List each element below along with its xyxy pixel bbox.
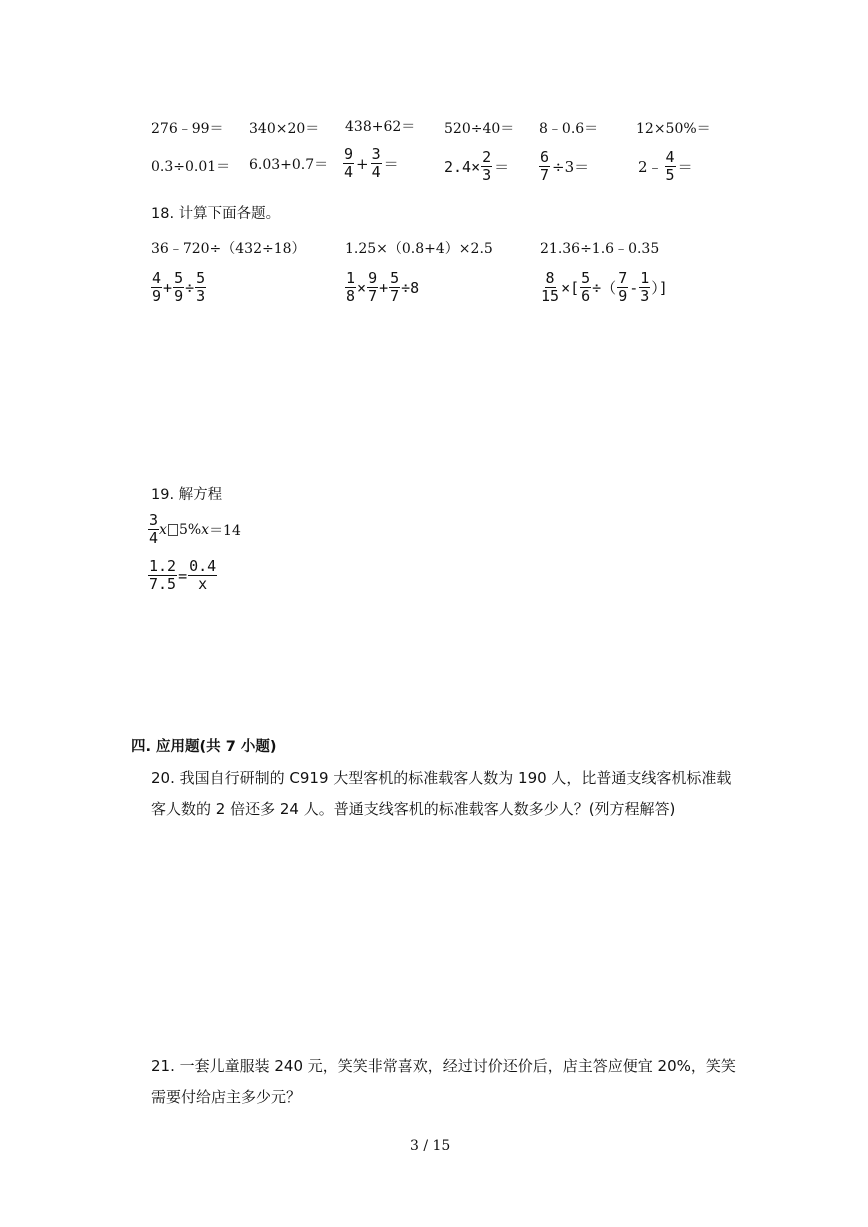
- calc-item: 8﹣0.6＝: [539, 121, 599, 137]
- question-title-18: 18. 计算下面各题。: [151, 206, 281, 222]
- question-20: 20. 我国自行研制的 C919 大型客机的标准载客人数为 190 人，比普通支线客机标准载客人数的 2 倍还多 24 人。普通支线客机的标准载客人数多少人？(列方程解答): [151, 769, 732, 818]
- calc-item: 438+62＝: [345, 119, 416, 135]
- calc-item: 21.36÷1.6﹣0.35: [540, 241, 660, 257]
- calc-item: 276﹣99＝: [151, 121, 224, 137]
- calc-item: 0.3÷0.01＝: [151, 159, 231, 175]
- calc-expression: $\frac{4}{9}$ + $\frac{5}{9}$ ÷ $\frac{5}{3}$: [152, 269, 206, 305]
- calc-item-fraction: 2.4× $\frac{2}{3}$ ＝: [444, 148, 510, 184]
- calc-item-fraction: $\frac{6}{7}$ ÷3＝: [540, 148, 590, 184]
- section-heading: 四. 应用题(共 7 小题): [131, 739, 277, 755]
- calc-item: 520÷40＝: [444, 121, 515, 137]
- calc-item-fraction: 2﹣ $\frac{4}{5}$ ＝: [638, 148, 693, 184]
- calc-item: 1.25×（0.8+4）×2.5: [345, 241, 493, 257]
- question-21: 21. 一套儿童服装 240 元，笑笑非常喜欢，经过讨价还价后，店主答应便宜 20%，笑笑需要付给店主多少元？: [151, 1057, 736, 1106]
- calc-expression: $\frac{8}{15}$ ×[ $\frac{5}{6}$ ÷（ $\frac{7}{9}$ - $\frac{1}{3}$ ）]: [541, 269, 668, 305]
- page-number: 3 / 15: [410, 1138, 451, 1154]
- missing-glyph-box: [168, 524, 178, 536]
- calc-item-fraction: $\frac{9}{4}$ + $\frac{3}{4}$ ＝: [344, 145, 399, 181]
- equation-2: $\frac{1.2}{7.5}$ = $\frac{0.4}{x}$: [149, 557, 217, 593]
- calc-item: 36﹣720÷（432÷18）: [151, 241, 306, 257]
- calc-item: 340×20＝: [249, 121, 320, 137]
- calc-item: 6.03+0.7＝: [249, 157, 329, 173]
- calc-expression: $\frac{1}{8}$ × $\frac{9}{7}$ + $\frac{5}{7}$ ÷8: [346, 269, 420, 305]
- question-title-19: 19. 解方程: [151, 487, 223, 503]
- calc-item: 12×50%＝: [636, 121, 711, 137]
- equation-1: $\frac{3}{4}$ x 5% x ＝14: [149, 511, 241, 547]
